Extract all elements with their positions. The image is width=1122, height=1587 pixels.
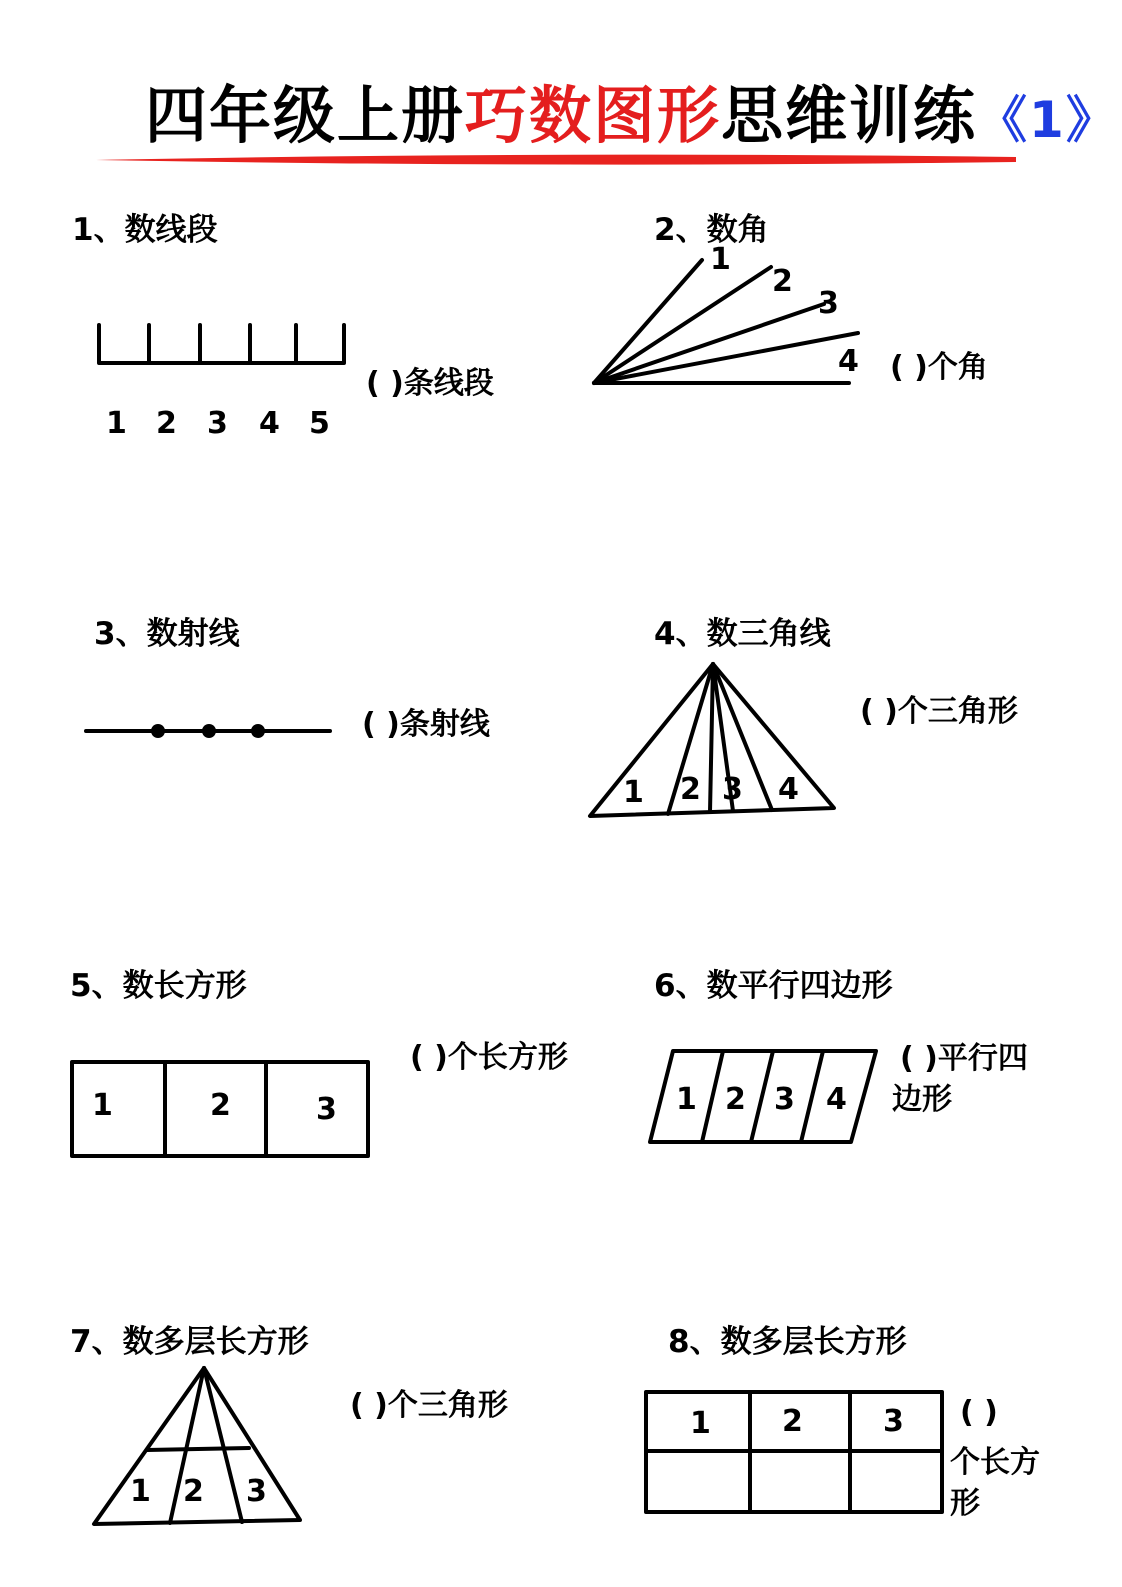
p8-label-1: 1 xyxy=(690,1406,711,1441)
problem-7-answer: ( )个三角形 xyxy=(350,1388,508,1423)
problem-2-heading: 2、数角 xyxy=(654,212,769,248)
problem-3-heading: 3、数射线 xyxy=(94,616,240,652)
p4-label-1: 1 xyxy=(623,775,644,810)
p7-label-3: 3 xyxy=(246,1474,267,1509)
problem-6-answer-line2: 边形 xyxy=(892,1082,952,1117)
problem-8-answer-line1: ( ) xyxy=(960,1395,998,1430)
p8-label-3: 3 xyxy=(883,1404,904,1439)
p5-label-1: 1 xyxy=(92,1088,113,1123)
problem-3-ray-figure xyxy=(84,718,334,744)
p1-label-4: 4 xyxy=(259,406,280,441)
problem-5-answer: ( )个长方形 xyxy=(410,1040,568,1075)
problem-6-heading: 6、数平行四边形 xyxy=(654,968,893,1004)
problem-7-heading: 7、数多层长方形 xyxy=(70,1324,309,1360)
problem-5-heading: 5、数长方形 xyxy=(70,968,247,1004)
title-part3: 思维训练 xyxy=(721,79,978,152)
problem-2-answer: ( )个角 xyxy=(890,350,988,385)
p2-label-2: 2 xyxy=(772,264,793,299)
problem-3-answer: ( )条射线 xyxy=(362,707,490,742)
problem-4-heading: 4、数三角线 xyxy=(654,616,831,652)
p7-label-2: 2 xyxy=(183,1474,204,1509)
problem-1-heading: 1、数线段 xyxy=(72,212,218,248)
problem-8-answer-line2: 个长方 xyxy=(950,1445,1040,1480)
p6-label-4: 4 xyxy=(826,1082,847,1117)
title-part1: 四年级上册 xyxy=(145,79,466,152)
p5-label-2: 2 xyxy=(210,1088,231,1123)
title-underline xyxy=(96,153,1016,167)
problem-1-segment-figure xyxy=(96,320,348,370)
title-part2: 巧数图形 xyxy=(465,79,722,152)
p6-label-1: 1 xyxy=(676,1082,697,1117)
problem-4-answer: ( )个三角形 xyxy=(860,694,1018,729)
p8-label-2: 2 xyxy=(782,1404,803,1439)
p4-label-4: 4 xyxy=(778,772,799,807)
p6-label-3: 3 xyxy=(774,1082,795,1117)
p7-label-1: 1 xyxy=(130,1474,151,1509)
p1-label-5: 5 xyxy=(309,406,330,441)
page-title xyxy=(145,66,1118,155)
p1-label-3: 3 xyxy=(207,406,228,441)
problem-6-answer-line1: ( )平行四 xyxy=(900,1041,1028,1076)
p2-label-3: 3 xyxy=(818,286,839,321)
p6-label-2: 2 xyxy=(725,1082,746,1117)
p1-label-1: 1 xyxy=(106,406,127,441)
title-part4: 《1》 xyxy=(977,91,1118,149)
problem-8-answer-line3: 形 xyxy=(950,1486,980,1521)
p2-label-1: 1 xyxy=(710,242,731,277)
problem-1-answer: ( )条线段 xyxy=(366,366,494,401)
p4-label-3: 3 xyxy=(722,772,743,807)
p2-label-4: 4 xyxy=(838,344,859,379)
p4-label-2: 2 xyxy=(680,772,701,807)
problem-8-heading: 8、数多层长方形 xyxy=(668,1324,907,1360)
p5-label-3: 3 xyxy=(316,1092,337,1127)
p1-label-2: 2 xyxy=(156,406,177,441)
